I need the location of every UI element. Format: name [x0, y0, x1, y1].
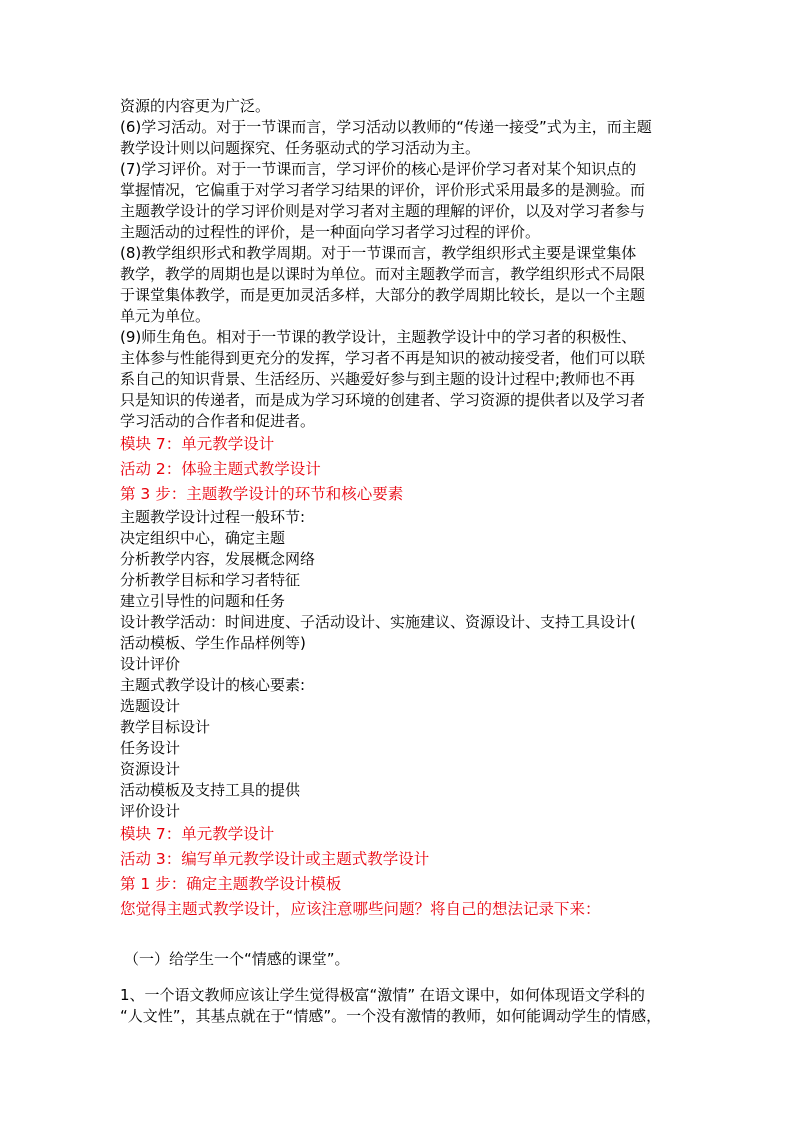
text-line: 单元为单位。 — [120, 307, 211, 325]
list-item: 建立引导性的问题和任务 — [120, 592, 286, 610]
prompt-question: 您觉得主题式教学设计，应该注意哪些问题？将自己的想法记录下来： — [120, 900, 601, 918]
list-item: 决定组织中心，确定主题 — [120, 529, 286, 547]
answer-heading: （一）给学生一个“情感的课堂”。 — [124, 950, 350, 968]
text-line: 学习活动的合作者和促进者。 — [120, 412, 316, 430]
list-item: 教学目标设计 — [120, 718, 211, 736]
list-item: 设计评价 — [120, 655, 181, 673]
text-line: 资源的内容更为广泛。 — [120, 97, 271, 115]
text-line: 只是知识的传递者，而是成为学习环境的创建者、学习资源的提供者以及学习者 — [120, 391, 646, 409]
text-line: 掌握情况，它偏重于对学习者学习结果的评价，评价形式采用最多的是测验。而 — [120, 181, 646, 199]
list-item: 资源设计 — [120, 760, 181, 778]
list-item: 活动模板、学生作品样例等) — [120, 634, 306, 652]
text-line: 于课堂集体教学，而是更加灵活多样，大部分的教学周期比较长，是以一个主题 — [120, 286, 646, 304]
step-heading: 第 3 步：主题教学设计的环节和核心要素 — [120, 485, 404, 503]
list-item: 分析教学目标和学习者特征 — [120, 571, 301, 589]
text-line: 系自己的知识背景、生活经历、兴趣爱好参与到主题的设计过程中;教师也不再 — [120, 370, 636, 388]
text-line: 主题教学设计的学习评价则是对学习者对主题的理解的评价，以及对学习者参与 — [120, 202, 646, 220]
text-line: 1、一个语文教师应该让学生觉得极富“激情” 在语文课中，如何体现语文学科的 — [120, 986, 645, 1004]
list-item: 选题设计 — [120, 697, 181, 715]
list-item: 设计教学活动：时间进度、子活动设计、实施建议、资源设计、支持工具设计( — [120, 613, 636, 631]
answer-text-block — [120, 949, 680, 1027]
list-item: 主题式教学设计的核心要素: — [120, 676, 306, 694]
module-heading: 模块 7：单元教学设计 — [120, 825, 275, 843]
text-line: “人文性”，其基点就在于“情感”。一个没有激情的教师，如何能调动学生的情感， — [120, 1007, 662, 1025]
activity-heading: 活动 2：体验主题式教学设计 — [120, 460, 321, 478]
module-heading: 模块 7：单元教学设计 — [120, 435, 275, 453]
activity-heading: 活动 3：编写单元教学设计或主题式教学设计 — [120, 850, 430, 868]
list-item: 分析教学内容，发展概念网络 — [120, 550, 316, 568]
list-item: 主题教学设计过程一般环节: — [120, 508, 306, 526]
body-text-block — [120, 96, 680, 432]
text-line: (7)学习评价。对于一节课而言，学习评价的核心是评价学习者对某个知识点的 — [120, 160, 637, 178]
list-item: 活动模板及支持工具的提供 — [120, 781, 301, 799]
step-heading: 第 1 步：确定主题教学设计模板 — [120, 875, 342, 893]
text-line: (6)学习活动。对于一节课而言，学习活动以教师的“传递一接受”式为主，而主题 — [120, 118, 652, 136]
process-list-block — [120, 507, 680, 822]
list-item: 任务设计 — [120, 739, 181, 757]
list-item: 评价设计 — [120, 802, 181, 820]
text-line: 主题活动的过程性的评价，是一种面向学习者学习过程的评价。 — [120, 223, 541, 241]
section-heading-group — [120, 432, 680, 507]
section-heading-group — [120, 822, 680, 922]
spacer — [120, 922, 680, 934]
text-line: 教学，教学的周期也是以课时为单位。而对主题教学而言，教学组织形式不局限 — [120, 265, 646, 283]
text-line: (8)教学组织形式和教学周期。对于一节课而言，教学组织形式主要是课堂集体 — [120, 244, 637, 262]
document-page — [120, 96, 680, 1027]
text-line: 教学设计则以问题探究、任务驱动式的学习活动为主。 — [120, 139, 481, 157]
text-line: 主体参与性能得到更充分的发挥，学习者不再是知识的被动接受者，他们可以联 — [120, 349, 646, 367]
text-line: (9)师生角色。相对于一节课的教学设计，主题教学设计中的学习者的积极性、 — [120, 328, 637, 346]
